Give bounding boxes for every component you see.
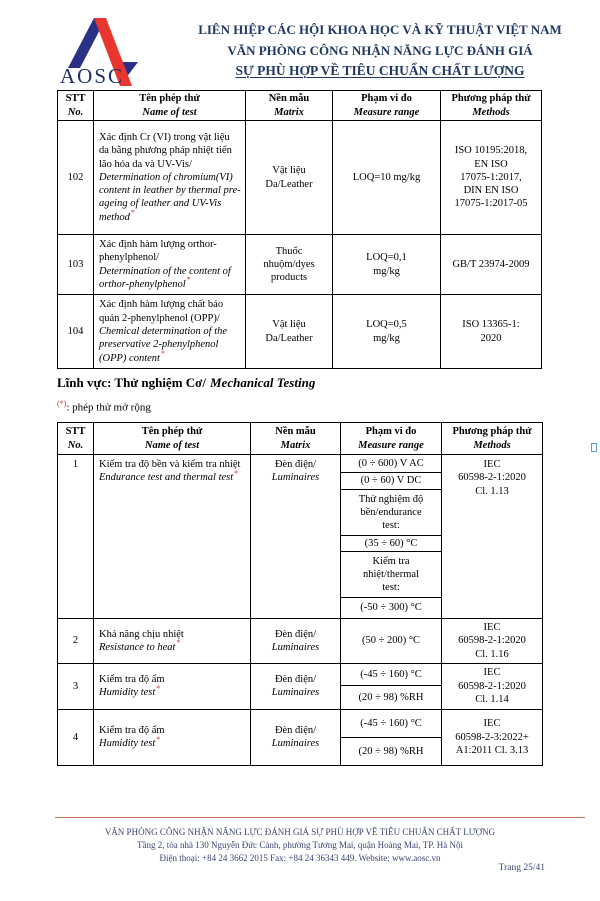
col-header-matrix [246, 91, 333, 121]
col-header-methods-en: Methods [472, 106, 510, 118]
col-header-stt-en: No. [67, 106, 84, 118]
col-header-methods-vi: Phương pháp thử [451, 93, 531, 105]
test-name-vi: Kiểm tra độ bền và kiểm tra nhiệt [99, 459, 241, 470]
test-name-en: Determination of the content of orthor-phenylphenol* [99, 265, 231, 290]
cell-matrix [251, 619, 341, 664]
extended-test-asterisk: * [130, 208, 135, 218]
cell-range: LOQ=0,1 mg/kg [333, 235, 441, 295]
range-subcell: Thử nghiệm độ bền/endurance test: [341, 490, 441, 536]
test-name-vi: Kiểm tra độ ẩm [99, 674, 165, 686]
cell-matrix: Thuốc nhuộm/dyes products [246, 235, 333, 295]
matrix-en: Luminaires [271, 472, 320, 484]
col-header-range: Phạm vi đo Measure range [341, 423, 442, 455]
page-number: Trang 25/41 [498, 863, 545, 873]
matrix-en: Luminaires [271, 687, 320, 699]
footer-divider [55, 817, 585, 818]
range-subcell: (20 ÷ 98) %RH [358, 745, 424, 757]
matrix-vi: Đèn điện/ [274, 674, 317, 686]
extended-test-asterisk: * [176, 638, 181, 648]
extended-test-asterisk: * [186, 275, 191, 285]
section-heading-en: Mechanical Testing [209, 375, 316, 390]
test-name-en: Humidity test* [99, 683, 161, 699]
cell-name [94, 235, 246, 295]
aosc-logo [60, 14, 170, 90]
col-header-methods [441, 91, 542, 121]
extended-test-asterisk: * [160, 349, 165, 359]
col-header-stt: STT No. [58, 423, 94, 455]
range-subcell: (20 ÷ 98) %RH [358, 691, 424, 703]
note-asterisk-mark: (*) [57, 399, 67, 408]
mechanical-test-table [57, 422, 543, 766]
col-header-name-en: Name of test [142, 106, 197, 118]
col-header-name: Tên phép thử Name of test [94, 423, 251, 455]
cell-methods: GB/T 23974-2009 [441, 235, 542, 295]
cell-matrix: Vật liệu Da/Leather [246, 121, 333, 235]
col-header-range-vi: Phạm vi đo [361, 93, 412, 105]
cell-range [341, 663, 442, 709]
table-row [58, 235, 542, 295]
range-subcell: (-50 ÷ 300) °C [360, 602, 422, 614]
test-name-vi: Xác định Cr (VI) trong vật liệu da bằng phương pháp nhiệt tiến lão hóa da và UV-Vis/ [99, 131, 232, 170]
test-name-en: Chemical determination of the preservative 2-phenylphenol (OPP) content* [99, 325, 228, 364]
cell-methods: IEC 60598-2-1:2020 Cl. 1.16 [442, 619, 543, 664]
table-row [58, 121, 542, 235]
cell-no: 3 [58, 663, 94, 709]
mechanical-section-heading [57, 375, 315, 391]
org-title-block [170, 22, 590, 79]
note-text: : phép thử mở rộng [66, 401, 151, 414]
range-subcell: (-45 ÷ 160) °C [341, 664, 441, 686]
col-header-name [94, 91, 246, 121]
cell-range [341, 709, 442, 765]
test-name-vi: Xác định hàm lượng orthor-phenylphenol/ [99, 239, 217, 264]
col-header-stt [58, 91, 94, 121]
test-name-en: Determination of chromium(VI) content in leather by thermal pre-ageing of leather and UV-Vis method* [99, 171, 241, 223]
range-subcell: Kiểm tra nhiệt/thermal test: [341, 552, 441, 598]
cell-methods: ISO 13365-1: 2020 [441, 295, 542, 369]
logo-wordmark: AOSC [60, 64, 125, 88]
cell-no: 4 [58, 709, 94, 765]
col-header-range-en: Measure range [353, 106, 420, 118]
org-name-line1: LIÊN HIỆP CÁC HỘI KHOA HỌC VÀ KỸ THUẬT VIỆT NAM [198, 22, 562, 37]
section-heading-vi: Lĩnh vực: Thử nghiệm Cơ/ [57, 375, 206, 390]
cell-methods: ISO 10195:2018, EN ISO 17075-1:2017, DIN EN ISO 17075-1:2017-05 [441, 121, 542, 235]
test-name-vi: Xác định hàm lượng chất bảo quản 2-phenylphenol (OPP)/ [99, 299, 224, 324]
table-header-row [58, 91, 542, 121]
cell-matrix [251, 455, 341, 619]
table-row [58, 709, 543, 765]
test-name-vi: Kiểm tra độ ẩm [99, 725, 165, 737]
test-name-en: Resistance to heat* [99, 638, 181, 653]
matrix-en: Luminaires [271, 738, 320, 750]
cell-name [94, 663, 251, 709]
col-header-name-vi: Tên phép thử [139, 93, 200, 105]
cell-no: 2 [58, 619, 94, 664]
table-header-row [58, 423, 543, 455]
org-name-line2: VĂN PHÒNG CÔNG NHẬN NĂNG LỰC ĐÁNH GIÁ [227, 43, 533, 58]
chemical-test-table [57, 90, 542, 369]
col-header-matrix-en: Matrix [274, 106, 304, 118]
cell-range: (50 ÷ 200) °C [341, 619, 442, 664]
cell-matrix [251, 709, 341, 765]
col-header-matrix: Nền mẫu Matrix [251, 423, 341, 455]
col-header-matrix-vi: Nền mẫu [268, 93, 310, 105]
cell-methods: IEC 60598-2-1:2020 Cl. 1.14 [442, 663, 543, 709]
footer-contact-line: Điện thoại: +84 24 3662 2015 Fax: +84 24 36343 449. Website: www.aosc.vn [159, 853, 441, 863]
cell-no: 1 [58, 455, 94, 619]
range-subcell: (0 ÷ 60) V DC [341, 473, 441, 490]
cell-matrix [251, 663, 341, 709]
table-row [58, 619, 543, 664]
table-row [58, 295, 542, 369]
range-subcell: (35 ÷ 60) °C [341, 536, 441, 552]
cell-name [94, 295, 246, 369]
matrix-vi: Đèn điện/ [274, 725, 317, 737]
footer-address-line: Tầng 2, tòa nhà 130 Nguyễn Đức Cảnh, phường Tương Mai, quận Hoàng Mai, TP. Hà Nội [136, 840, 464, 850]
cell-name [94, 709, 251, 765]
extended-test-asterisk: * [234, 468, 239, 478]
cell-range: LOQ=0,5 mg/kg [333, 295, 441, 369]
table-row [58, 663, 543, 709]
extended-test-note [57, 399, 151, 414]
col-header-stt-vi: STT [65, 93, 86, 105]
test-name-en: Humidity test* [99, 734, 161, 750]
matrix-vi: Đèn điện/ [274, 628, 317, 640]
cell-methods: IEC 60598-2-3:2022+ A1:2011 Cl. 3.13 [442, 709, 543, 765]
matrix-vi: Đèn điện/ [274, 459, 317, 470]
cell-no: 104 [58, 295, 94, 369]
range-subcell: (-45 ÷ 160) °C [341, 710, 441, 738]
table-row [58, 455, 543, 619]
cell-name [94, 619, 251, 664]
cell-no: 103 [58, 235, 94, 295]
page-footer [30, 826, 570, 865]
cell-range: LOQ=10 mg/kg [333, 121, 441, 235]
range-subcell: (0 ÷ 600) V AC [341, 455, 441, 473]
matrix-en: Luminaires [271, 641, 320, 653]
cell-range [341, 455, 442, 619]
cell-name [94, 121, 246, 235]
test-name-en: Endurance test and thermal test* [99, 468, 239, 484]
col-header-methods: Phương pháp thử Methods [442, 423, 543, 455]
cell-methods: IEC 60598-2-1:2020 Cl. 1.13 [442, 455, 543, 619]
footer-office-line: VĂN PHÒNG CÔNG NHẬN NĂNG LỰC ĐÁNH GIÁ SỰ PHÙ HỢP VỀ TIÊU CHUẨN CHẤT LƯỢNG [104, 827, 496, 837]
comment-marker [591, 443, 597, 452]
extended-test-asterisk: * [156, 734, 161, 744]
cell-matrix: Vật liệu Da/Leather [246, 295, 333, 369]
extended-test-asterisk: * [156, 683, 161, 693]
org-name-line3: SỰ PHÙ HỢP VỀ TIÊU CHUẨN CHẤT LƯỢNG [235, 63, 525, 78]
cell-name [94, 455, 251, 619]
cell-no: 102 [58, 121, 94, 235]
col-header-range [333, 91, 441, 121]
test-name-vi: Khả năng chịu nhiệt [99, 628, 184, 640]
